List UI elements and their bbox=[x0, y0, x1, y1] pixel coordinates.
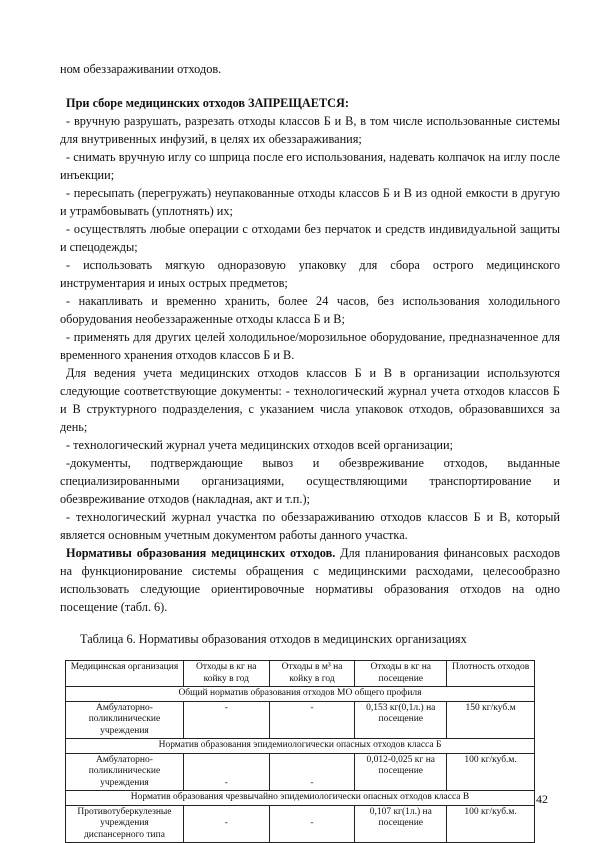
document-item: -документы, подтверждающие вывоз и обезвреживание отходов, выданные специализированными организациями, осуществляющими транспортирование и обезвреживание отходов (накладная, акт и т.п.); bbox=[60, 456, 560, 506]
table-cell: - bbox=[183, 753, 269, 791]
table-cell: 0,107 кг(1л.) на посещение bbox=[355, 805, 447, 843]
table-cell: 0,012-0,025 кг на посещение bbox=[355, 753, 447, 791]
prohibited-item: - осуществлять любые операции с отходами без перчаток и средств индивидуальной защиты и спецодежды; bbox=[60, 222, 560, 254]
norms-heading: Нормативы образования медицинских отходов. bbox=[66, 546, 336, 560]
prohibited-item: - накапливать и временно хранить, более 24 часов, без использования холодильного оборудования необеззараженные отходы класса Б и В; bbox=[60, 294, 560, 326]
prohibited-heading: При сборе медицинских отходов ЗАПРЕЩАЕТСЯ: bbox=[66, 96, 350, 110]
table-header-cell: Медицинская организация bbox=[66, 661, 184, 687]
table-cell: - bbox=[183, 701, 269, 739]
table-cell: 150 кг/куб.м bbox=[447, 701, 535, 739]
prohibited-item: - пересыпать (перегружать) неупакованные отходы классов Б и В из одной емкости в другую и утрамбовывать (уплотнять) их; bbox=[60, 186, 560, 218]
table-cell: Амбулаторно-поликлинические учреждения bbox=[66, 753, 184, 791]
table-row bbox=[66, 701, 535, 739]
table-cell: 0,153 кг(0,1л.) на посещение bbox=[355, 701, 447, 739]
document-item: - технологический журнал участка по обеззараживанию отходов классов Б и В, который является основным учетным документом работы данного участка. bbox=[60, 510, 560, 542]
table-header-cell: Отходы в кг на койку в год bbox=[183, 661, 269, 687]
table-cell: - bbox=[269, 753, 355, 791]
table-row bbox=[66, 753, 535, 791]
table-header-row bbox=[66, 661, 535, 687]
section-title: Норматив образования эпидемиологически опасных отходов класса Б bbox=[66, 739, 535, 754]
norms-table bbox=[65, 660, 535, 843]
document-item: - технологический журнал учета медицинских отходов всей организации; bbox=[66, 438, 453, 452]
table-row bbox=[66, 805, 535, 843]
table-header-cell: Отходы в м³ на койку в год bbox=[269, 661, 355, 687]
table-cell: - bbox=[183, 805, 269, 843]
section-title: Общий норматив образования отходов МО общего профиля bbox=[66, 687, 535, 702]
prohibited-item: - снимать вручную иглу со шприца после его использования, надевать колпачок на иглу после инъекции; bbox=[60, 150, 560, 182]
document-page bbox=[60, 60, 560, 843]
prohibited-item: - применять для других целей холодильное/морозильное оборудование, предназначенное для временного хранения отходов классов Б и В. bbox=[60, 330, 560, 362]
section-title: Норматив образования чрезвычайно эпидемиологически опасных отходов класса В bbox=[66, 791, 535, 806]
table-section-row bbox=[66, 791, 535, 806]
page-number: 42 bbox=[536, 792, 548, 806]
prohibited-item: - использовать мягкую одноразовую упаковку для сбора острого медицинского инструментария и иных острых предметов; bbox=[60, 258, 560, 290]
norms-paragraph bbox=[60, 544, 560, 616]
table-section-row bbox=[66, 687, 535, 702]
intro-tail: ном обеззараживании отходов. bbox=[60, 62, 222, 76]
norms-text: Для планирования финансовых расходов на функционирование системы обращения с медицинскими расходами, целесообразно использовать следующие ориентировочные нормативы образования отходов на одно посещение (табл. 6). bbox=[60, 546, 560, 614]
table-header-cell: Отходы в кг на посещение bbox=[355, 661, 447, 687]
table-caption: Таблица 6. Нормативы образования отходов в медицинских организациях bbox=[80, 632, 467, 646]
prohibited-item: - вручную разрушать, разрезать отходы классов Б и В, в том числе использованные системы для внутривенных инфузий, в целях их обеззараживания; bbox=[60, 114, 560, 146]
table-cell: Амбулаторно-поликлинические учреждения bbox=[66, 701, 184, 739]
table-cell: Противотуберкулезные учреждения диспансерного типа bbox=[66, 805, 184, 843]
table-section-row bbox=[66, 739, 535, 754]
table-cell: 100 кг/куб.м. bbox=[447, 753, 535, 791]
table-cell: 100 кг/куб.м. bbox=[447, 805, 535, 843]
accounting-paragraph: Для ведения учета медицинских отходов классов Б и В в организации используются следующие соответствующие документы: - технологический журнал учета отходов классов Б и В структурного подразделения, с указанием числа упаковок отходов, образовавшихся за день; bbox=[60, 366, 560, 434]
table-header-cell: Плотность отходов bbox=[447, 661, 535, 687]
table-cell: - bbox=[269, 805, 355, 843]
table-cell: - bbox=[269, 701, 355, 739]
